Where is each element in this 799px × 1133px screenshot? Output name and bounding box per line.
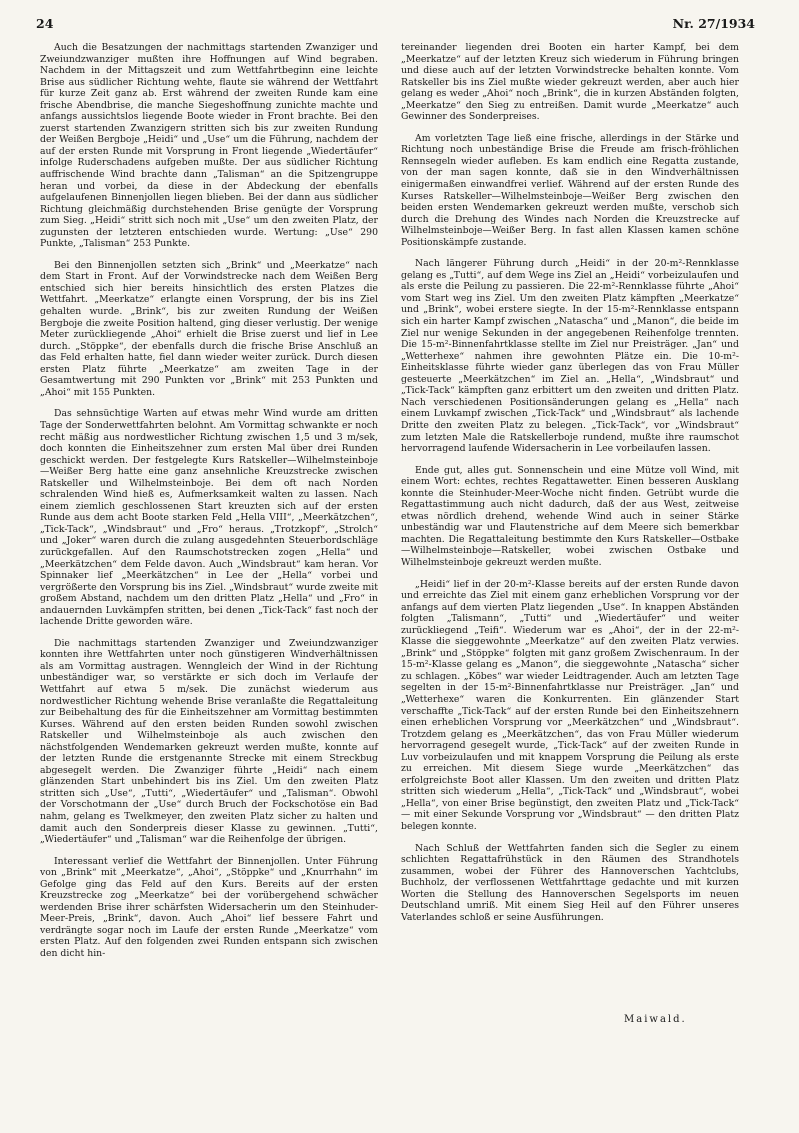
right-column [401,42,739,933]
paragraph: „Heidi“ lief in der 20-m²-Klasse bereits auf der ersten Runde davon und erreichte das Ziel mit einem ganz erheblichen Vorsprung vor der anfangs auf dem vierten Platz liegenden „Use“. In knappen Abständen folgten „Talismann“, „Tutti“ und „Wiedertäufer“ und weiter zurückliegend „Teifi“. Wiederum war es „Ahoi“, der in der 22-m²-Klasse die sieggewohnte „Meerkatze“ auf den zweiten Platz verwies. „Brink“ und „Stöppke“ folgten mit ganz großem Zwischenraum. In der 15-m²-Klasse gelang es „Manon“, die sieggewohnte „Natascha“ sicher zu schlagen. „Köbes“ war wieder Leidtragender. Auch am letzten Tage segelten in der 15-m²-Binnenfahrtklasse nur Preisträger. „Jan“ und „Wetterhexe“ waren die Konkurrenten. Ein glänzender Start verschaffte „Tick-Tack“ auf der ersten Runde bei den Einheitszehnern einen erheblichen Vorsprung vor „Meerkätzchen“ und „Windsbraut“. Trotzdem gelang es „Meerkätzchen“, das von Frau Müller wiederum hervorragend gesegelt wurde, „Tick-Tack“ auf der zweiten Runde in Luv vorbeizulaufen und mit knappem Vorsprung die Peilung als erste zu erreichen. Mit diesem Siege wurde „Meerkätzchen“ das erfolgreichste Boot aller Klassen. Um den zweiten und dritten Platz stritten sich wiederum „Hella“, „Tick-Tack“ und „Windsbraut“, wobei „Hella“, von einer Brise begünstigt, den zweiten Platz und „Tick-Tack“ — mit einer Sekunde Vorsprung vor „Windsbraut“ — den dritten Platz belegen konnte. [401,578,739,832]
page-number: 24 [36,16,54,31]
paragraph: Nach Schluß der Wettfahrten fanden sich die Segler zu einem schlichten Regattafrühstück in den Räumen des Strandhotels zusammen, wobei der Führer des Hannoverschen Yachtclubs, Buchholz, der verflossenen Wettfahrttage gedachte und mit kurzen Worten die Stellung des Hannoverschen Segelsports im neuen Deutschland umriß. Mit einem Sieg Heil auf den Führer unseres Vaterlandes schloß er seine Ausführungen. [401,842,739,923]
left-column [40,42,378,970]
paragraph: Das sehnsüchtige Warten auf etwas mehr Wind wurde am dritten Tage der Sonderwettfahrten belohnt. Am Vormittag schwankte er noch recht mäßig aus nordwestlicher Richtung zwischen 1,5 und 3 m/sek, doch konnten die Einheitszehner zum ersten Mal über drei Runden geschickt werden. Der festgelegte Kurs Ratskeller—Wilhelmsteinboje—Weißer Berg hatte eine ganz ansehnliche Kreuzstrecke zwischen Ratskeller und Wilhelmsteinboje. Bei dem oft nach Norden schralenden Wind hieß es, Aufmerksamkeit walten zu lassen. Nach einem ziemlich geschlossenen Start kreuzten sich auf der ersten Runde aus dem acht Boote starken Feld „Hella VIII“, „Meerkätzchen“, „Tick-Tack“, „Windsbraut“ und „Fro“ heraus. „Trotzkopf“, „Strolch“ und „Joker“ waren durch die zulang ausgedehnten Steuerbordschläge zurückgefallen. Auf den Raumschotstrecken zogen „Hella“ und „Meerkätzchen“ dem Felde davon. Auch „Windsbraut“ kam heran. Vor Spinnaker lief „Meerkätzchen“ in Lee der „Hella“ vorbei und vergrößerte den Vorsprung bis ins Ziel. „Windsbraut“ wurde zweite mit großem Abstand, nachdem um den dritten Platz „Hella“ und „Fro“ in andauernden Luvkämpfen stritten, bei denen „Tick-Tack“ fast noch der lachende Dritte geworden wäre. [40,408,378,628]
paragraph: Die nachmittags startenden Zwanziger und Zweiundzwanziger konnten ihre Wettfahrten unter noch günstigeren Windverhältnissen als am Vormittag austragen. Wenngleich der Wind in der Richtung unbeständiger war, so verstärkte er sich doch im Verlaufe der Wettfahrt auf etwa 5 m/sek. Die zunächst wiederum aus nordwestlicher Richtung wehende Brise veranlaßte die Regattaleitung zur Beibehaltung des für die Einheitszehner am Vormittag bestimmten Kurses. Während auf den ersten beiden Runden sowohl zwischen Ratskeller und Wilhelmsteinboje als auch zwischen den nächstfolgenden Wendemarken gekreuzt werden mußte, konnte auf der letzten Runde die erstgenannte Strecke mit einem Streckbug abgesegelt werden. Die Zwanziger führte „Heidi“ nach einem glänzenden Start unbehindert bis ins Ziel. Um den zweiten Platz stritten sich „Use“, „Tutti“, „Wiedertäufer“ und „Talisman“. Obwohl der Vorschotmann der „Use“ durch Bruch der Fockschotöse ein Bad nahm, gelang es Twelkmeyer, den zweiten Platz sicher zu halten und damit auch den Sonderpreis dieser Klasse zu gewinnen. „Tutti“, „Wiedertäufer“ und „Talisman“ war die Reihenfolge der übrigen. [40,637,378,846]
paragraph: Interessant verlief die Wettfahrt der Binnenjollen. Unter Führung von „Brink“ mit „Meerkatze“, „Ahoi“, „Stöppke“ und „Knurrhahn“ im Gefolge ging das Feld auf den Kurs. Bereits auf der ersten Kreuzstrecke zog „Meerkatze“ bei der vorübergehend schwächer werdenden Brise ihrer schärfsten Widersacherin um den Steinhuder-Meer-Preis, „Brink“, davon. Auch „Ahoi“ lief bessere Fahrt und verdrängte sogar noch im Laufe der ersten Runde „Meerkatze“ vom ersten Platz. Auf den folgenden zwei Runden entspann sich zwischen den dicht hin- [40,855,378,960]
paragraph: Am vorletzten Tage ließ eine frische, allerdings in der Stärke und Richtung noch unbeständige Brise die Freude am frisch-fröhlichen Rennsegeln wieder aufleben. Es kam endlich eine Regatta zustande, von der man sagen konnte, daß sie in den Windverhältnissen einigermaßen einwandfrei verlief. Während auf der ersten Runde des Kurses Ratskeller—Wilhelmsteinboje—Weißer Berg zwischen den beiden ersten Wendemarken gekreuzt werden mußte, verschob sich durch die Drehung des Windes nach Norden die Kreuzstrecke auf Wilhelmsteinboje—Weißer Berg. In fast allen Klassen kamen schöne Positionskämpfe zustande. [401,132,739,248]
paragraph: Ende gut, alles gut. Sonnenschein und eine Mütze voll Wind, mit einem Wort: echtes, rechtes Regattawetter. Einen besseren Ausklang konnte die Steinhuder-Meer-Woche nicht finden. Getrübt wurde die Regattastimmung auch nicht dadurch, daß der aus West, zeitweise etwas nördlich drehend, wehende Wind auch in seiner Stärke unbeständig war und Flautenstriche auf dem Meere sich bemerkbar machten. Die Regattaleitung bestimmte den Kurs Ratskeller—Ostbake—Wilhelmsteinboje—Ratskeller, wobei zwischen Ostbake und Wilhelmsteinboje gekreuzt werden mußte. [401,464,739,568]
paragraph: Bei den Binnenjollen setzten sich „Brink“ und „Meerkatze“ nach dem Start in Front. Auf der Vorwindstrecke nach dem Weißen Berg entschied sich hier bereits hinsichtlich des ersten Platzes die Wettfahrt. „Meerkatze“ erlangte einen Vorsprung, der bis ins Ziel gehalten wurde. „Brink“, bis zur zweiten Rundung der Weißen Bergboje die zweite Position haltend, ging dieser verlustig. Der wenige Meter zurückliegende „Ahoi“ erhielt die Brise zuerst und lief in Lee durch. „Stöppke“, der ebenfalls durch die frische Brise Anschluß an das Feld erhalten hatte, fiel dann wieder weiter zurück. Durch diesen ersten Platz führte „Meerkatze“ am zweiten Tage in der Gesamtwertung mit 290 Punkten vor „Brink“ mit 253 Punkten und „Ahoi“ mit 155 Punkten. [40,259,378,398]
paragraph: Auch die Besatzungen der nachmittags startenden Zwanziger und Zweiundzwanziger mußten ihre Hoffnungen auf Wind begraben. Nachdem in der Mittagszeit und zum Wettfahrtbeginn eine leichte Brise aus südlicher Richtung wehte, flaute sie während der Wettfahrt für kurze Zeit ganz ab. Erst während der zweiten Runde kam eine frische Abendbrise, die manche Siegeshoffnung zunichte machte und anfangs aussichtslos liegende Boote wieder in Front brachte. Bei den zuerst startenden Zwanzigern stritten sich bis zur zweiten Rundung der Weißen Bergboje „Heidi“ und „Use“ um die Führung, nachdem der auf der ersten Runde mit Vorsprung in Front liegende „Wiedertäufer“ infolge Ruderschadens aufgeben mußte. Der aus südlicher Richtung auffrischende Wind brachte dann „Talisman“ an die Spitzengruppe heran und vorbei, da diese in der Abdeckung der ebenfalls aufgelaufenen Binnenjollen liegen blieben. Bei der dann aus südlicher Richtung gleichmäßig durchstehenden Brise genügte der Vorsprung zum Sieg. „Heidi“ stritt sich noch mit „Use“ um den zweiten Platz, der zugunsten der letzteren entschieden wurde. Wertung: „Use“ 290 Punkte, „Talisman“ 253 Punkte. [40,42,378,250]
paragraph: tereinander liegenden drei Booten ein harter Kampf, bei dem „Meerkatze“ auf der letzten Kreuz sich wiederum in Führung bringen und diese auch auf der letzten Vorwindstrecke behalten konnte. Vom Ratskeller bis ins Ziel mußte wieder gekreuzt werden, aber auch hier gelang es weder „Ahoi“ noch „Brink“, die in kurzen Abständen folgten, „Meerkatze“ den Sieg zu entreißen. Damit wurde „Meerkatze“ auch Gewinner des Sonderpreises. [401,42,739,123]
author-signature: Maiwald. [624,1014,687,1025]
paragraph: Nach längerer Führung durch „Heidi“ in der 20-m²-Rennklasse gelang es „Tutti“, auf dem Wege ins Ziel an „Heidi“ vorbeizulaufen und als erste die Peilung zu passieren. Die 22-m²-Rennklasse führte „Ahoi“ vom Start weg ins Ziel. Um den zweiten Platz kämpften „Meerkatze“ und „Brink“, wobei erstere siegte. In der 15-m²-Rennklasse entspann sich ein harter Kampf zwischen „Natascha“ und „Manon“, die beide im Ziel nur wenige Sekunden in der angegebenen Reihenfolge trennten. Die 15-m²-Binnenfahrtklasse stellte im Ziel nur Preisträger. „Jan“ und „Wetterhexe“ nahmen ihre gewohnten Plätze ein. Die 10-m²-Einheitsklasse führte wieder ganz überlegen das von Frau Müller gesteuerte „Meerkätzchen“ im Ziel an. „Hella“, „Windsbraut“ und „Tick-Tack“ kämpften ganz erbittert um den zweiten und dritten Platz. Nach verschiedenen Positionsänderungen gelang es „Hella“ nach einem Luvkampf zwischen „Tick-Tack“ und „Windsbraut“ als lachende Dritte den zweiten Platz zu belegen. „Tick-Tack“, vor „Windsbraut“ zum letzten Male die Ratskellerboje rundend, mußte ihre raumschot hervorragend laufende Widersacherin in Lee vorbeilaufen lassen. [401,258,739,455]
issue-number: Nr. 27/1934 [672,16,755,31]
